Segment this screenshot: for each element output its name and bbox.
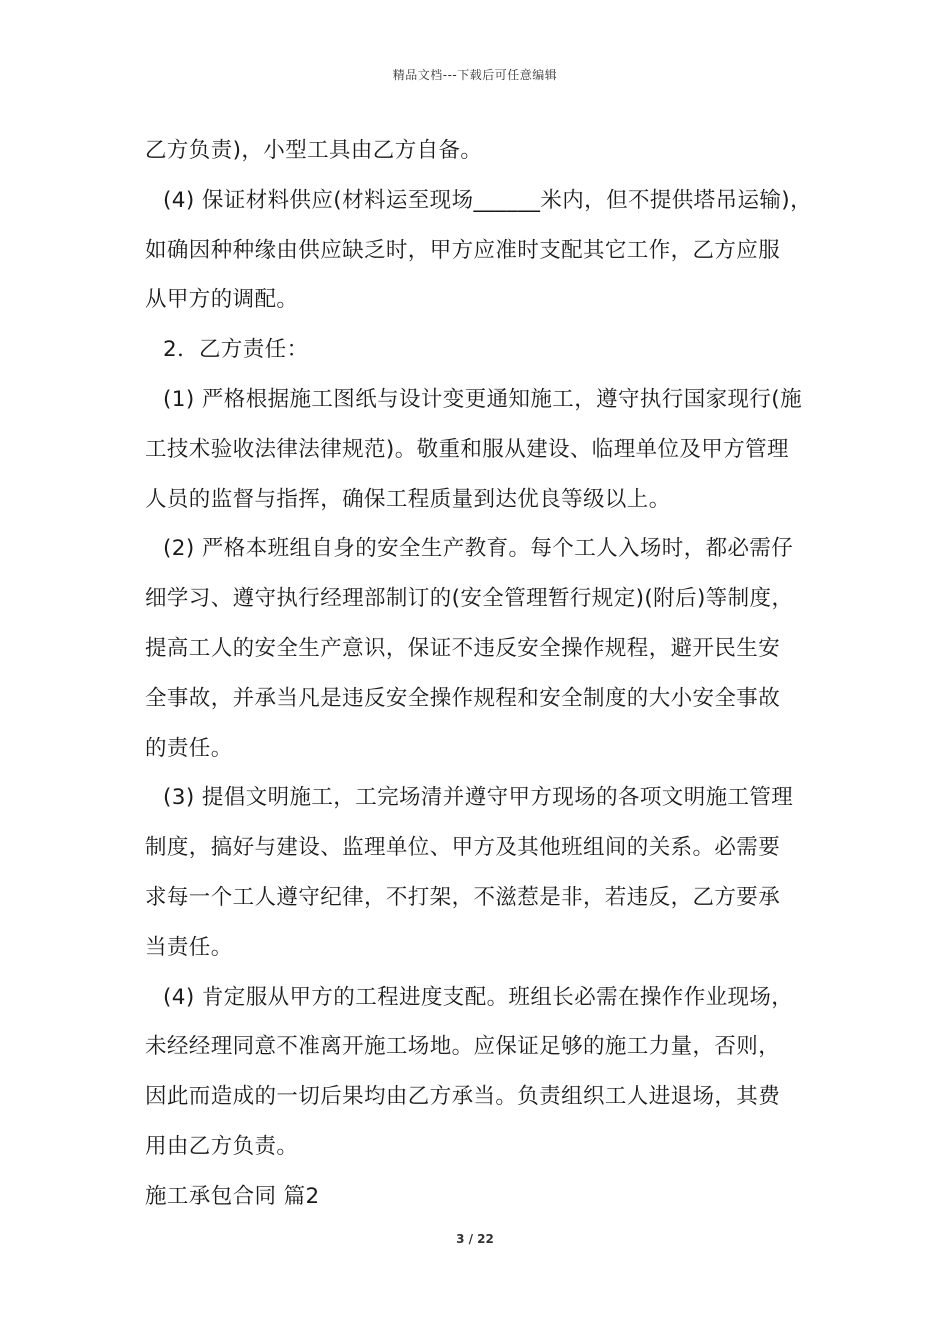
document-body: [145, 126, 815, 1222]
text-line: (4) 保证材料供应(材料运至现场______米内，但不提供塔吊运输)，: [163, 187, 812, 213]
page-number: 3 / 22: [456, 1232, 494, 1246]
page-header: 精品文档---下载后可任意编辑: [392, 68, 558, 82]
text-line: 细学习、遵守执行经理部制订的(安全管理暂行规定)(附后)等制度，: [145, 586, 794, 612]
text-line: 的责任。: [145, 735, 233, 761]
text-line: 制度，搞好与建设、监理单位、甲方及其他班组间的关系。必需要: [145, 835, 781, 861]
section-title: 施工承包合同 篇2: [145, 1183, 320, 1209]
section-heading: 2．乙方责任：: [163, 337, 309, 363]
text-line: 人员的监督与指挥，确保工程质量到达优良等级以上。: [145, 486, 671, 512]
text-line: (3) 提倡文明施工，工完场清并遵守甲方现场的各项文明施工管理: [163, 785, 794, 811]
text-line: 工技术验收法律法律规范)。敬重和服从建设、临理单位及甲方管理: [145, 436, 789, 462]
text-line: (2) 严格本班组自身的安全生产教育。每个工人入场时，都必需仔: [163, 536, 794, 562]
text-line: 乙方负责)，小型工具由乙方自备。: [145, 138, 483, 163]
text-line: 因此而造成的一切后果均由乙方承当。负责组织工人进退场，其费: [145, 1084, 781, 1110]
text-line: (1) 严格根据施工图纸与设计变更通知施工，遵守执行国家现行(施: [163, 386, 802, 412]
text-line: 如确因种种缘由供应缺乏时，甲方应准时支配其它工作，乙方应服: [145, 237, 781, 263]
text-line: (4) 肯定服从甲方的工程进度支配。班组长必需在操作作业现场，: [163, 984, 794, 1010]
text-line: 从甲方的调配。: [145, 287, 299, 313]
text-line: 提高工人的安全生产意识，保证不违反安全操作规程，避开民生安: [145, 635, 781, 661]
text-line: 未经经理同意不准离开施工场地。应保证足够的施工力量，否则，: [145, 1034, 781, 1060]
text-line: 用由乙方负责。: [145, 1133, 299, 1159]
text-line: 求每一个工人遵守纪律，不打架，不滋惹是非，若违反，乙方要承: [145, 884, 781, 910]
text-line: 当责任。: [145, 934, 233, 960]
text-line: 全事故，并承当凡是违反安全操作规程和安全制度的大小安全事故: [145, 685, 781, 711]
